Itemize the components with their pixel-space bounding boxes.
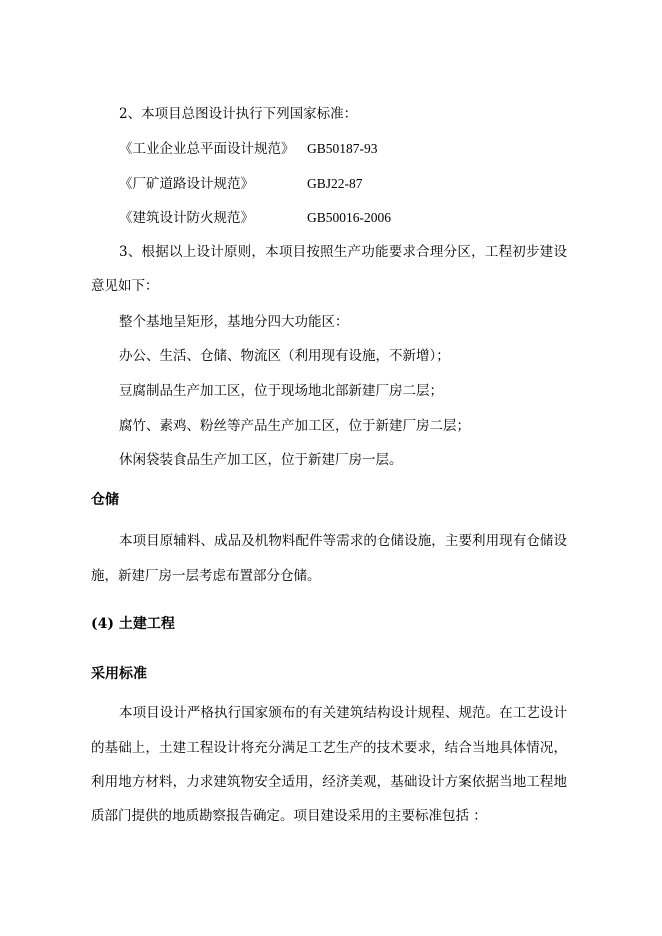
standard-code-2: GBJ22-87	[307, 176, 363, 191]
storage-heading: 仓储	[91, 492, 119, 508]
standards-intro: 2、本项目总图设计执行下列国家标准：	[119, 106, 358, 122]
adopted-standards-heading: 采用标准	[91, 666, 147, 682]
paragraph-3-line-2: 意见如下：	[91, 278, 159, 294]
standard-code-3: GB50016-2006	[307, 210, 391, 225]
zone-item-3: 腐竹、素鸡、粉丝等产品生产加工区，位于新建厂房二层；	[119, 418, 470, 434]
standard-name-1: 《工业企业总平面设计规范》	[119, 141, 295, 157]
civil-line-1: 本项目设计严格执行国家颁布的有关建筑结构设计规程、规范。在工艺设计	[119, 705, 567, 721]
civil-line-3: 利用地方材料，力求建筑物安全适用，经济美观，基础设计方案依据当地工程地	[91, 774, 567, 790]
storage-line-1: 本项目原辅料、成品及机物料配件等需求的仓储设施，主要利用现有仓储设	[119, 533, 567, 549]
zones-intro: 整个基地呈矩形，基地分四大功能区：	[119, 314, 349, 330]
civil-line-4: 质部门提供的地质勘察报告确定。项目建设采用的主要标准包括 ：	[91, 808, 487, 824]
zone-item-1: 办公、生活、仓储、物流区（利用现有设施，不新增）；	[119, 348, 450, 364]
storage-line-2: 施，新建厂房一层考虑布置部分仓储。	[91, 568, 321, 584]
paragraph-3-line-1: 3、根据以上设计原则，本项目按照生产功能要求合理分区，工程初步建设	[119, 244, 567, 260]
standard-code-1: GB50187-93	[307, 141, 378, 156]
civil-line-2: 的基础上，土建工程设计将充分满足工艺生产的技术要求，结合当地具体情况，	[91, 740, 567, 756]
zone-item-4: 休闲袋装食品生产加工区，位于新建厂房一层。	[119, 452, 403, 468]
standard-name-2: 《厂矿道路设计规范》	[119, 176, 254, 192]
civil-engineering-heading: (4) 土建工程	[91, 616, 175, 632]
zone-item-2: 豆腐制品生产加工区，位于现场地北部新建厂房二层；	[119, 383, 443, 399]
standard-name-3: 《建筑设计防火规范》	[119, 210, 254, 226]
